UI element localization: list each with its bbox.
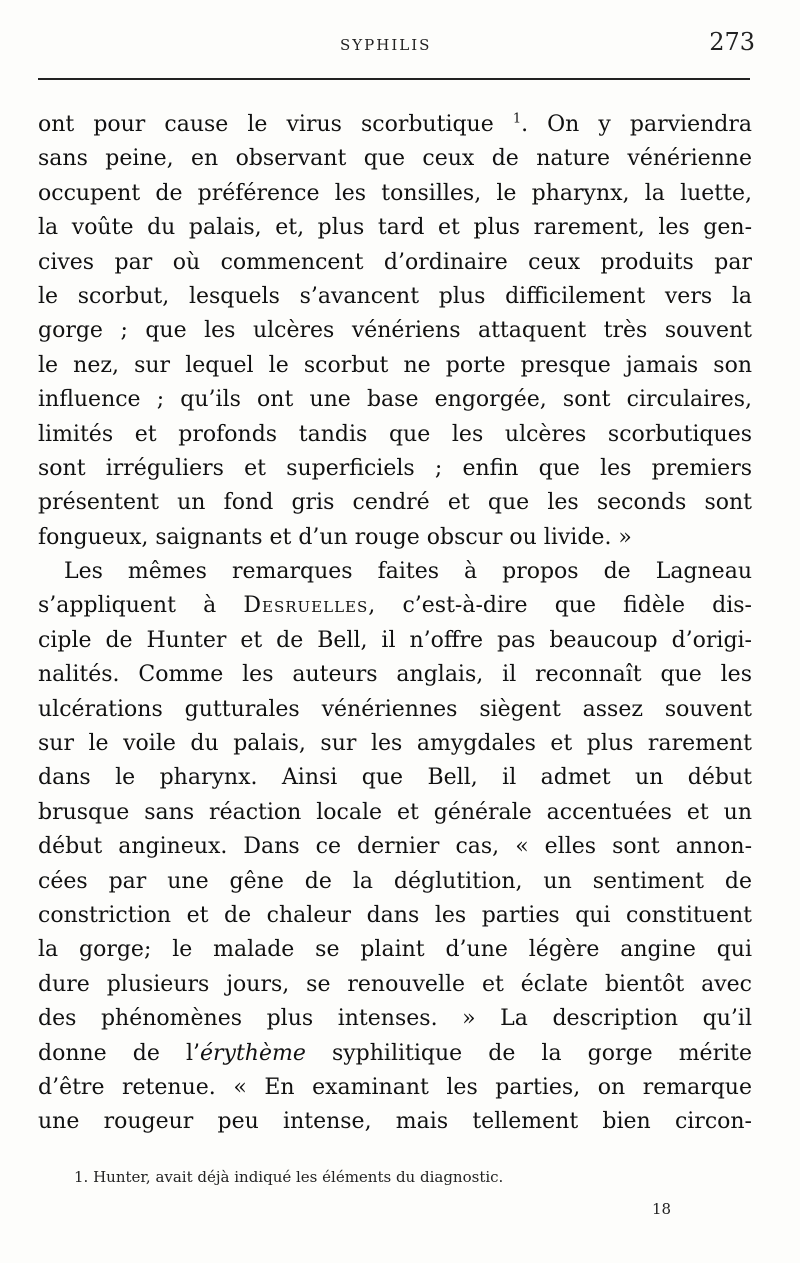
text-line: cées par une gêne de la déglutition, un sentiment de	[38, 868, 752, 894]
text-line: le nez, sur lequel le scorbut ne porte presque jamais son	[38, 352, 752, 378]
text-line: présentent un fond gris cendré et que les seconds sont	[38, 490, 752, 516]
signature-mark: 18	[652, 1200, 672, 1218]
line-text-tail: syphilitique de la gorge mérite	[305, 1040, 752, 1066]
italic-term: érythème	[199, 1040, 306, 1066]
text-line: ciple de Hunter et de Bell, il n’offre pas beaucoup d’origi-	[38, 627, 752, 653]
text-line	[38, 108, 752, 142]
text-line: la gorge; le malade se plaint d’une légère angine qui	[38, 937, 752, 963]
text-line: des phénomènes plus intenses. » La description qu’il	[38, 1006, 752, 1032]
text-line: fongueux, saignants et d’un rouge obscur ou livide. »	[38, 524, 632, 550]
text-line: la voûte du palais, et, plus tard et plus rarement, les gen-	[38, 215, 752, 241]
line-text: s’appliquent à	[38, 593, 217, 619]
line-text-tail: , c’est-à-dire que fidèle dis-	[368, 593, 752, 619]
text-line: cives par où commencent d’ordinaire ceux produits par	[38, 249, 752, 275]
text-line	[38, 1037, 752, 1071]
text-line: nalités. Comme les auteurs anglais, il reconnaît que les	[38, 662, 752, 688]
text-line: début angineux. Dans ce dernier cas, « elles sont annon-	[38, 834, 752, 860]
footnote: 1. Hunter, avait déjà indiqué les éléments du diagnostic.	[74, 1168, 504, 1186]
running-title: SYPHILIS	[340, 36, 432, 54]
page-number: 273	[709, 28, 755, 56]
line-text-tail: . On y parviendra	[521, 112, 752, 137]
author-name: Desruelles	[243, 593, 369, 619]
text-line: d’être retenue. « En examinant les parties, on remarque	[38, 1074, 752, 1100]
text-line: constriction et de chaleur dans les parties qui constituent	[38, 902, 752, 928]
text-line	[38, 589, 752, 623]
text-line: brusque sans réaction locale et générale accentuées et un	[38, 799, 752, 825]
text-line: influence ; qu’ils ont une base engorgée, sont circulaires,	[38, 387, 752, 413]
text-line: sans peine, en observant que ceux de nature vénérienne	[38, 146, 752, 172]
line-text: ont pour cause le virus scorbutique	[38, 112, 494, 137]
text-line: occupent de préférence les tonsilles, le pharynx, la luette,	[38, 180, 752, 206]
text-line: limités et profonds tandis que les ulcères scorbutiques	[38, 421, 752, 447]
line-text: donne de l’	[38, 1040, 200, 1066]
text-line: sur le voile du palais, sur les amygdales et plus rarement	[38, 731, 752, 757]
text-line: sont irréguliers et superficiels ; enfin que les premiers	[38, 455, 752, 481]
text-line: dans le pharynx. Ainsi que Bell, il admet un début	[38, 765, 752, 791]
header-rule	[38, 78, 750, 80]
running-head	[40, 28, 755, 62]
text-line: dure plusieurs jours, se renouvelle et éclate bientôt avec	[38, 971, 752, 997]
text-line: gorge ; que les ulcères vénériens attaquent très souvent	[38, 318, 752, 344]
text-line: Les mêmes remarques faites à propos de Lagneau	[64, 559, 752, 585]
text-line: ulcérations gutturales vénériennes siègent assez souvent	[38, 696, 752, 722]
text-line: le scorbut, lesquels s’avancent plus difficilement vers la	[38, 283, 752, 309]
text-line: une rougeur peu intense, mais tellement bien circon-	[38, 1109, 752, 1135]
body-text	[38, 108, 752, 1140]
footnote-marker[interactable]: 1	[512, 111, 522, 127]
